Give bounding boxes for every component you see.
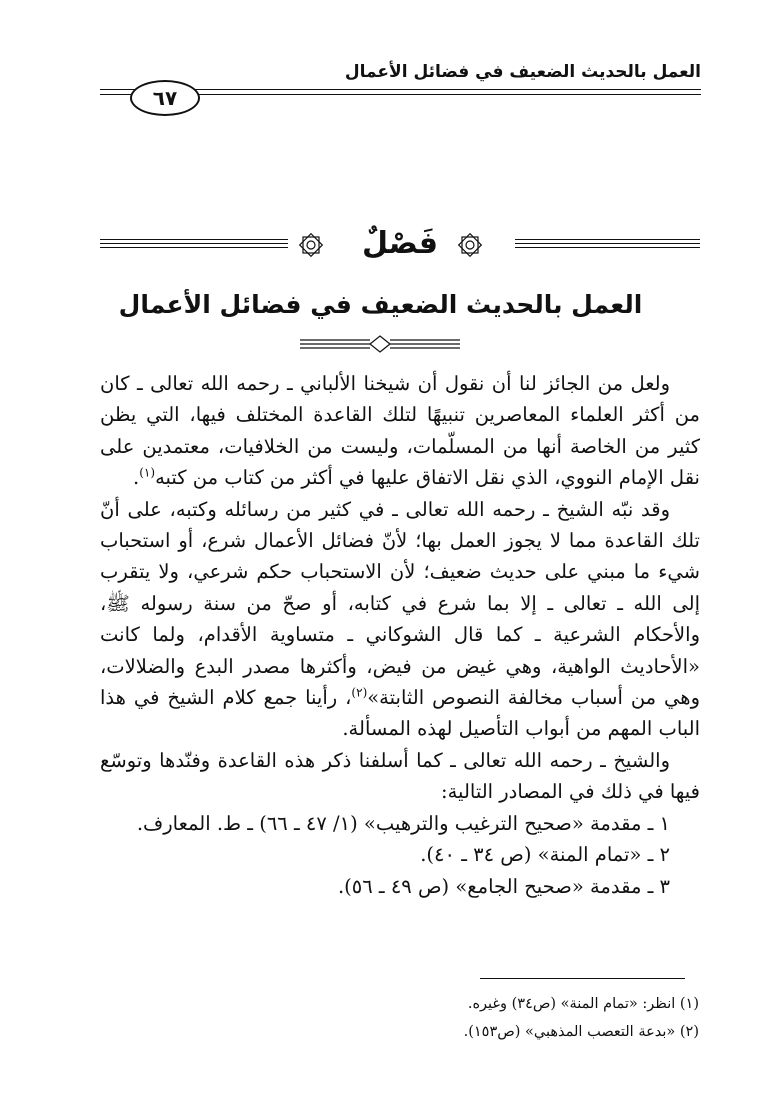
footnote: (٢) «بدعة التعصب المذهبي» (ص١٥٣). xyxy=(463,1024,699,1040)
banner-rule-left xyxy=(100,239,288,249)
body-text xyxy=(100,368,700,902)
footnote: (١) انظر: «تمام المنة» (ص٣٤) وغيره. xyxy=(467,996,699,1012)
list-item: ١ ـ مقدمة «صحيح الترغيب والترهيب» (١/ ٤٧ ـ ٦٦) ـ ط. المعارف. xyxy=(136,811,670,835)
footnote-ref[interactable]: (١) xyxy=(139,465,156,480)
running-header-title: العمل بالحديث الضعيف في فضائل الأعمال xyxy=(344,62,701,82)
banner-rule-right xyxy=(515,239,700,249)
page-number: ٦٧ xyxy=(130,80,200,116)
footnote-ref[interactable]: (٢) xyxy=(351,685,368,700)
star-ornament-icon xyxy=(455,230,485,260)
footnote-rule xyxy=(480,978,685,979)
section-banner xyxy=(100,226,700,270)
chapter-title: العمل بالحديث الضعيف في فضائل الأعمال xyxy=(118,290,643,319)
list-item: ٣ ـ مقدمة «صحيح الجامع» (ص ٤٩ ـ ٥٦). xyxy=(337,874,670,898)
star-ornament-icon xyxy=(296,230,326,260)
paragraph: والشيخ ـ رحمه الله تعالى ـ كما أسلفنا ذكر هذه القاعدة وفنّدها وتوسّع فيها في ذلك في المصادر التالية: xyxy=(100,748,700,804)
section-label: فَصْلٌ xyxy=(362,226,438,261)
title-divider-ornament xyxy=(300,334,460,354)
paragraph: ولعل من الجائز لنا أن نقول أن شيخنا الألباني ـ رحمه الله تعالى ـ كان من أكثر العلماء المعاصرين تنبيهًا لتلك القاعدة المختلف فيها، التي يظن كثير من الخاصة أنها من المسلّمات، وليست من الخلافيات، معتمدين على نقل الإمام النووي، الذي نقل الاتفاق عليها في أكثر من كتاب من كتبه$^{(١)}$. xyxy=(100,372,700,490)
list-item: ٢ ـ «تمام المنة» (ص ٣٤ ـ ٤٠). xyxy=(420,843,670,867)
footnotes xyxy=(99,990,699,1046)
paragraph: وقد نبّه الشيخ ـ رحمه الله تعالى ـ في كثير من رسائله وكتبه، على أنّ تلك القاعدة مما لا يجوز العمل بها؛ لأنّ فضائل الأعمال شرع، أو استحباب شيء ما مبني على حديث ضعيف؛ لأن الاستحباب حكم شرعي، ولا يتقرب إلى الله ـ تعالى ـ إلا بما شرع في كتابه، أو صحّ من سنة رسوله ﷺ، والأحكام الشرعية ـ كما قال الشوكاني ـ متساوية الأقدام، ولما كانت «الأحاديث الواهية، وهي غيض من فيض، وأكثرها مصدر البدع والضلالات، وهي من أسباب مخالفة النصوص الثابتة»$^{(٢)}$، رأينا جمع كلام الشيخ في هذا الباب المهم من أبواب التأصيل لهذه المسألة. xyxy=(100,497,701,741)
